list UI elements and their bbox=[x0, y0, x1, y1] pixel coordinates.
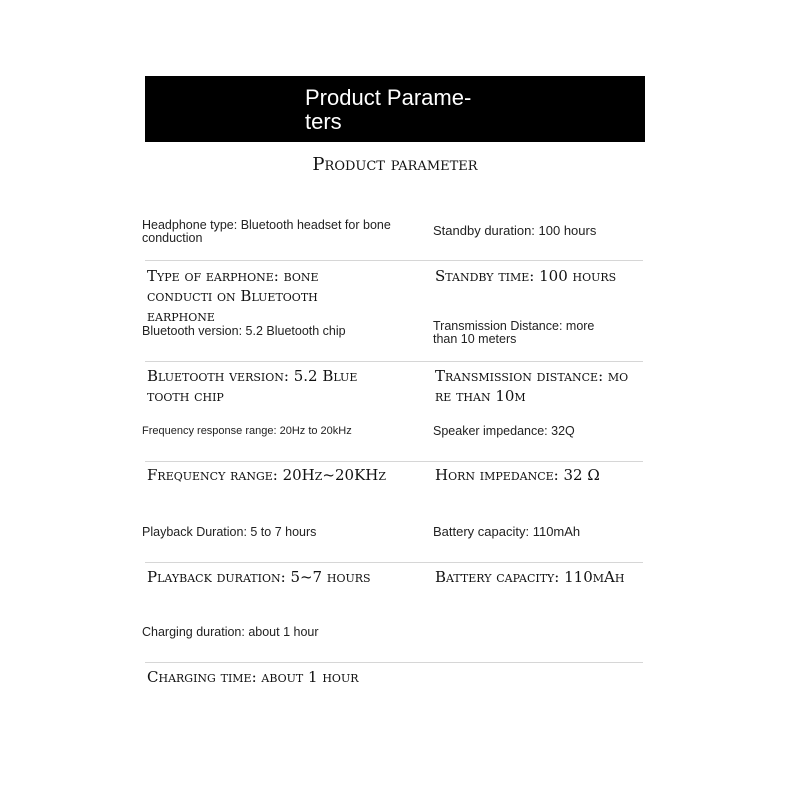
page-subtitle: Product parameter bbox=[312, 154, 478, 175]
param-playback-duration: Playback duration: 5~7 hours bbox=[147, 568, 371, 586]
param-row bbox=[142, 625, 643, 663]
row-divider bbox=[145, 562, 643, 563]
param-bluetooth-version: Bluetooth version: 5.2 Blue tooth chip bbox=[147, 367, 358, 405]
param-row bbox=[145, 567, 643, 597]
row-divider bbox=[145, 260, 643, 261]
row-divider bbox=[145, 461, 643, 462]
param-transmission-distance-cn: Transmission Distance: more than 10 meters bbox=[433, 319, 595, 346]
param-standby-time: Standby time: 100 hours bbox=[435, 267, 617, 285]
row-divider bbox=[145, 361, 643, 362]
param-row bbox=[145, 667, 643, 697]
param-row bbox=[142, 424, 643, 462]
param-speaker-impedance: Speaker impedance: 32Q bbox=[433, 424, 575, 438]
param-charging-duration-cn: Charging duration: about 1 hour bbox=[142, 625, 319, 639]
param-row bbox=[142, 524, 643, 563]
param-transmission-distance: Transmission distance: mo re than 10m bbox=[435, 367, 629, 405]
param-battery-capacity: Battery capacity: 110mAh bbox=[435, 568, 625, 586]
param-earphone-type: Type of earphone: bone conducti on Bluetooth earphone bbox=[147, 267, 319, 325]
param-frequency-range: Frequency range: 20Hz~20KHz bbox=[147, 466, 386, 484]
param-row bbox=[142, 319, 643, 362]
param-standby-duration: Standby duration: 100 hours bbox=[433, 223, 597, 238]
param-frequency-response: Frequency response range: 20Hz to 20kHz bbox=[142, 425, 352, 437]
banner-title: Product Parame- ters bbox=[305, 85, 472, 134]
param-row bbox=[145, 366, 643, 412]
param-charging-time: Charging time: about 1 hour bbox=[147, 668, 359, 686]
param-row bbox=[145, 266, 643, 325]
param-bluetooth-version-cn: Bluetooth version: 5.2 Bluetooth chip bbox=[142, 324, 346, 338]
param-battery-capacity-cn: Battery capacity: 110mAh bbox=[433, 524, 581, 539]
param-horn-impedance: Horn impedance: 32 Ω bbox=[435, 466, 600, 484]
title-banner bbox=[145, 76, 645, 142]
param-playback-duration-cn: Playback Duration: 5 to 7 hours bbox=[142, 525, 317, 539]
row-divider bbox=[145, 662, 643, 663]
param-row bbox=[145, 465, 643, 495]
param-row bbox=[142, 218, 643, 261]
param-headphone-type: Headphone type: Bluetooth headset for bone conduction bbox=[142, 218, 391, 245]
